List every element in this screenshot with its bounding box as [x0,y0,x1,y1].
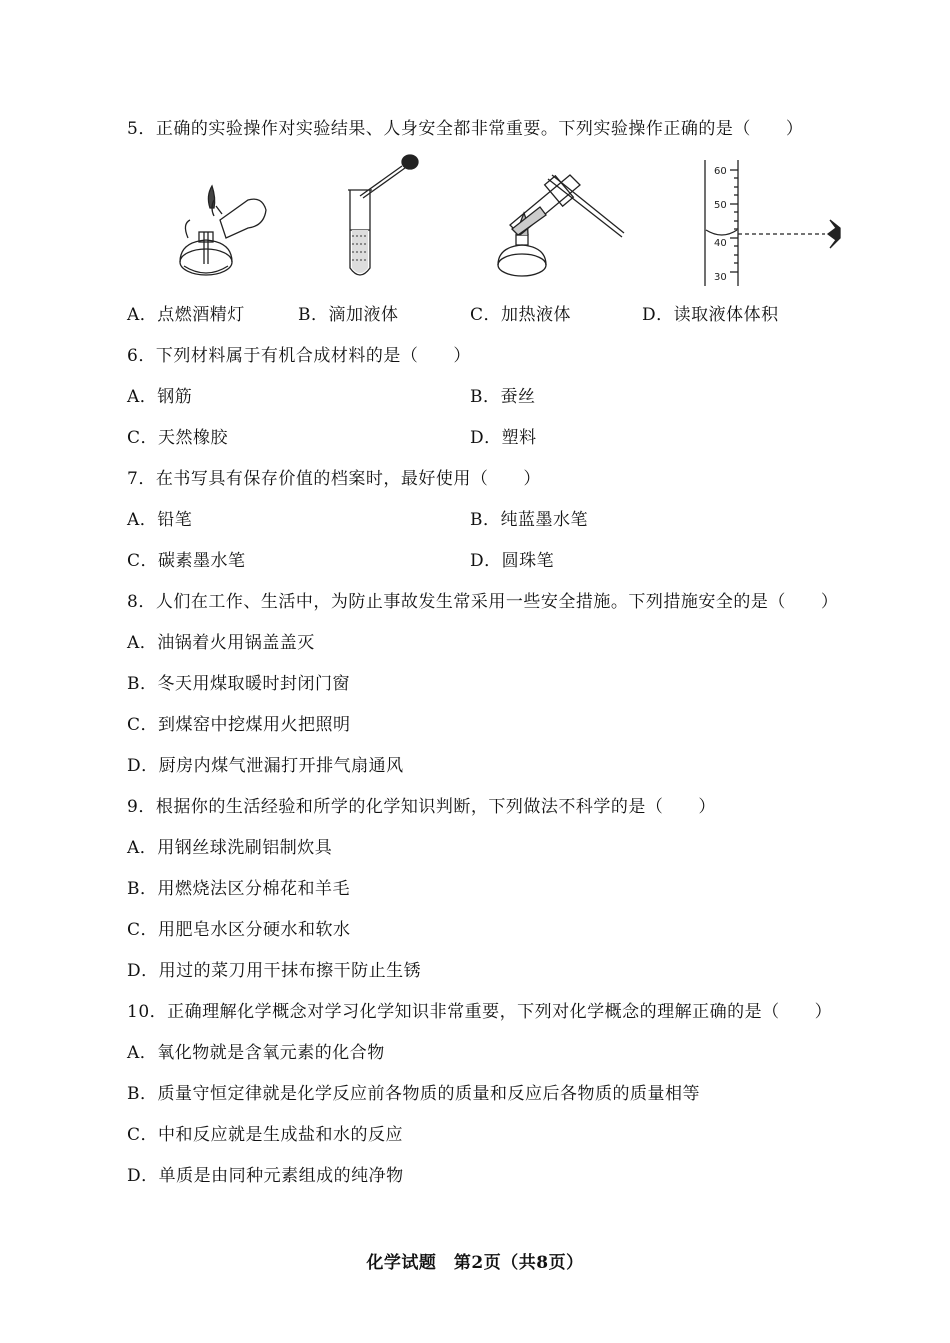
cylinder-tick-50: 50 [714,200,727,211]
question-10-option-d: D．单质是由同种元素组成的纯净物 [127,1166,404,1186]
figure-c-heating [490,165,630,285]
question-8-stem: 8．人们在工作、生活中，为防止事故发生常采用一些安全措施。下列措施安全的是（ ） [127,592,839,612]
question-5-option-d: D．读取液体体积 [642,305,779,325]
question-10-option-c: C．中和反应就是生成盐和水的反应 [127,1125,404,1145]
question-5-option-b: B．滴加液体 [298,305,399,325]
question-9-option-b: B．用燃烧法区分棉花和羊毛 [127,879,350,899]
question-7-option-d: D．圆珠笔 [470,551,555,571]
question-8-option-a: A．油锅着火用锅盖盖灭 [127,633,315,653]
question-5-option-c: C．加热液体 [470,305,572,325]
question-10-option-b: B．质量守恒定律就是化学反应前各物质的质量和反应后各物质的质量相等 [127,1084,700,1104]
question-9-option-a: A．用钢丝球洗刷铝制炊具 [127,838,333,858]
question-7-option-b: B．纯蓝墨水笔 [470,510,588,530]
figure-b-dropper [330,150,430,285]
question-10-option-a: A．氧化物就是含氧元素的化合物 [127,1043,385,1063]
cylinder-tick-30: 30 [714,272,727,283]
question-8-option-c: C．到煤窑中挖煤用火把照明 [127,715,351,735]
question-6-stem: 6．下列材料属于有机合成材料的是（ ） [127,346,471,366]
question-7-stem: 7．在书写具有保存价值的档案时，最好使用（ ） [127,469,541,489]
question-5-option-a: A．点燃酒精灯 [127,305,245,325]
question-9-option-d: D．用过的菜刀用干抹布擦干防止生锈 [127,961,422,981]
question-6-option-a: A．钢筋 [127,387,193,407]
cylinder-tick-60: 60 [714,166,727,177]
figure-a-alcohol-lamp [170,180,280,285]
question-5-stem: 5．正确的实验操作对实验结果、人身安全都非常重要。下列实验操作正确的是（ ） [127,119,804,139]
question-6-option-b: B．蚕丝 [470,387,536,407]
question-7-option-c: C．碳素墨水笔 [127,551,246,571]
question-10-stem: 10．正确理解化学概念对学习化学知识非常重要，下列对化学概念的理解正确的是（ ） [127,1002,833,1022]
cylinder-tick-40: 40 [714,238,727,249]
question-6-option-c: C．天然橡胶 [127,428,229,448]
figure-d-cylinder [690,158,850,288]
page-footer: 化学试题 第2页（共8页） [366,1253,584,1273]
question-9-stem: 9．根据你的生活经验和所学的化学知识判断，下列做法不科学的是（ ） [127,797,716,817]
question-6-option-d: D．塑料 [470,428,537,448]
question-9-option-c: C．用肥皂水区分硬水和软水 [127,920,351,940]
question-7-option-a: A．铅笔 [127,510,193,530]
question-8-option-d: D．厨房内煤气泄漏打开排气扇通风 [127,756,404,776]
question-8-option-b: B．冬天用煤取暖时封闭门窗 [127,674,350,694]
